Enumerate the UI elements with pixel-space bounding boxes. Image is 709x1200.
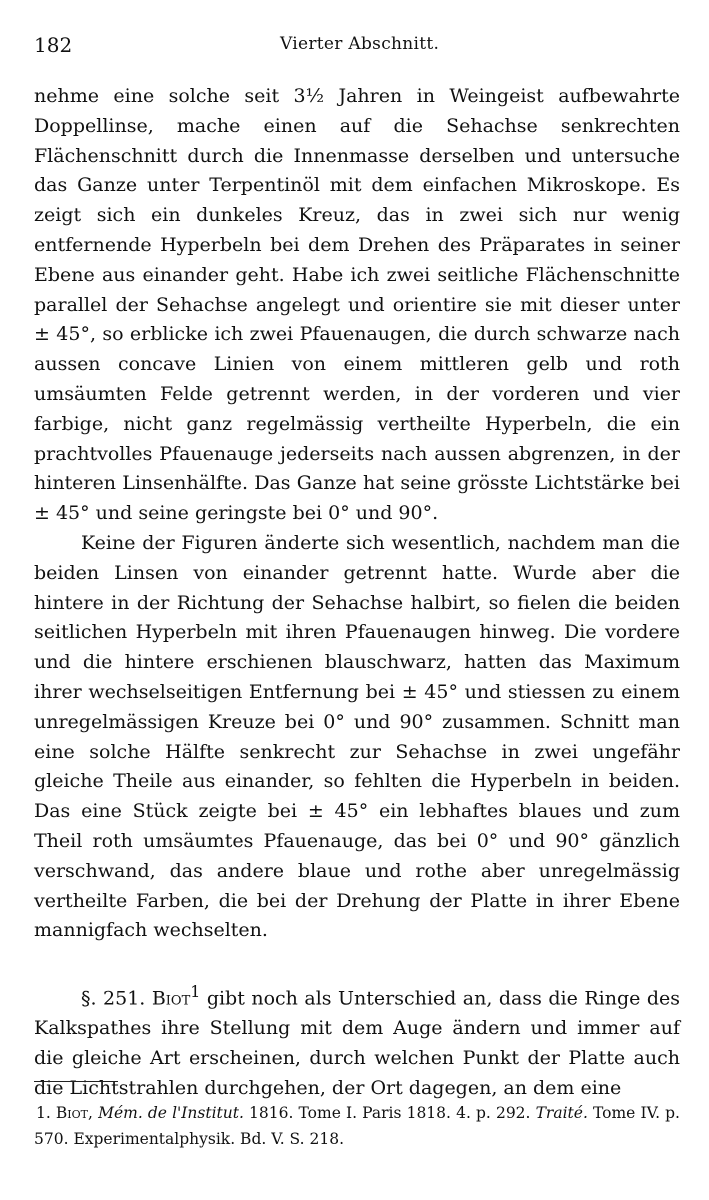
footnote-title: Mém. de l'Institut. <box>98 1104 244 1122</box>
section-paragraph <box>34 977 680 1104</box>
footnote-divider <box>34 1081 118 1082</box>
section-number: §. 251. <box>81 987 146 1010</box>
footnote-details: 1816. Tome I. Paris 1818. 4. p. 292. <box>249 1104 531 1122</box>
paragraph-continued: nehme eine solche seit 3½ Jahren in Weingeist aufbewahrte Doppellinse, mache einen auf die Sehachse senkrechten Flächenschnitt durch die Innenmasse derselben und untersuche das Ganze unter Terpentinöl mit dem einfachen Mikroskope. Es zeigt sich ein dunkeles Kreuz, das in zwei sich nur wenig entfernende Hyperbeln bei dem Drehen des Präparates in seiner Ebene aus einander geht. Habe ich zwei seitliche Flächenschnitte parallel der Sehachse angelegt und orientire sie mit dieser unter ± 45°, so erblicke ich zwei Pfauenaugen, die durch schwarze nach aussen concave Linien von einem mittleren gelb und roth umsäumten Felde getrennt werden, in der vorderen und vier farbige, nicht ganz regelmässig vertheilte Hyperbeln, die ein prachtvolles Pfauenauge jederseits nach aussen abgrenzen, in der hinteren Linsenhälfte. Das Ganze hat seine grösste Lichtstärke bei ± 45° und seine geringste bei 0° und 90°. <box>34 85 680 525</box>
footnote-details-2: Tome IV. p. 570. Experimentalphysik. Bd. V. S. 218. <box>34 1104 680 1148</box>
footnote-reference: 1 <box>190 982 201 1002</box>
section-author: Biot <box>151 987 191 1010</box>
paragraph: Keine der Figuren änderte sich wesentlich, nachdem man die beiden Linsen von einander getrennt hatte. Wurde aber die hintere in der Richtung der Sehachse halbirt, so fielen die beiden seitlichen Hyperbeln mit ihren Pfauenaugen hinweg. Die vordere und die hintere erschienen blauschwarz, hatten das Maximum ihrer wechselseitigen Entfernung bei ± 45° und stiessen zu einem unregelmässigen Kreuze bei 0° und 90° zusammen. Schnitt man eine solche Hälfte senkrecht zur Sehachse in zwei ungefähr gleiche Theile aus einander, so fehlten die Hyperbeln in beiden. Das eine Stück zeigte bei ± 45° ein lebhaftes blaues und zum Theil roth umsäumtes Pfauenauge, das bei 0° und 90° gänzlich verschwand, das andere blaue und rothe aber unregelmässig vertheilte Farben, die bei der Drehung der Platte in ihrer Ebene mannigfach wechselten. <box>34 531 680 942</box>
page-header <box>34 33 675 61</box>
section-text: gibt noch als Unterschied an, dass die Ringe des Kalkspathes ihre Stellung mit dem Auge ändern und immer auf die gleiche Art erscheinen, durch welchen Punkt der Platte auch die Lichtstrahlen durchgehen, der Ort dagegen, an dem eine <box>34 987 680 1099</box>
running-head: Vierter Abschnitt. <box>280 34 440 54</box>
footnote <box>34 1100 680 1152</box>
footnote-author: Biot, <box>55 1104 93 1122</box>
footnote-title-2: Traité. <box>535 1104 588 1122</box>
body-text <box>34 82 680 1104</box>
footnote-number: 1. <box>36 1104 51 1122</box>
page-number: 182 <box>34 33 73 57</box>
footnotes <box>34 1100 680 1152</box>
